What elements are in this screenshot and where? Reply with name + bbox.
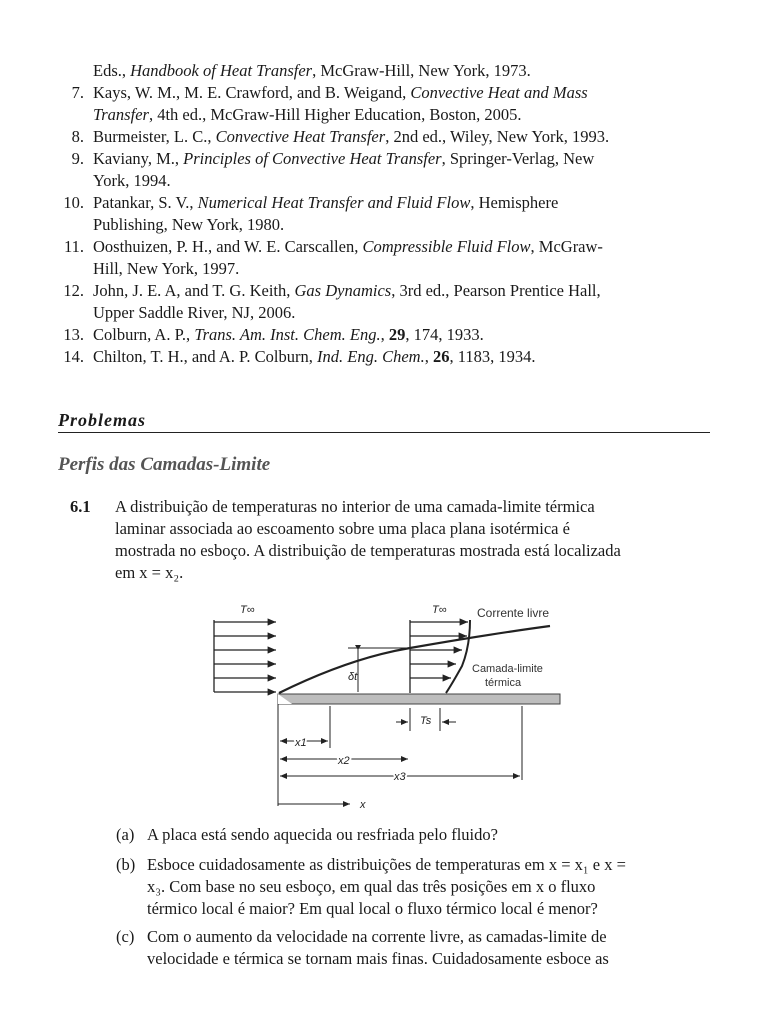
problem-line: em x = x₂. <box>115 563 184 582</box>
t-inf-right-label: T∞ <box>432 604 447 616</box>
question-label: (b) <box>116 855 136 874</box>
boundary-layer-label-1: Camada-limite <box>472 663 543 675</box>
reference-item <box>0 236 720 280</box>
reference-volume: 29 <box>388 325 406 344</box>
reference-segment: Upper Saddle River, NJ, 2006. <box>93 303 296 322</box>
reference-number: 8. <box>71 127 84 146</box>
reference-segment: Chilton, T. H., and A. P. Colburn, <box>93 347 317 366</box>
reference-volume: 26 <box>432 347 450 366</box>
reference-segment: Publishing, New York, 1980. <box>93 215 285 234</box>
reference-segment: , 4th ed., McGraw-Hill Higher Education, Boston, 2005. <box>148 105 522 124</box>
boundary-layer-figure <box>200 596 570 812</box>
reference-line <box>93 126 713 148</box>
reference-line <box>93 148 713 170</box>
question-text <box>147 854 722 920</box>
problem-line: A distribuição de temperaturas no interior de uma camada-limite térmica <box>115 497 595 516</box>
question-text <box>147 926 722 970</box>
reference-line <box>93 324 713 346</box>
x3-label: x3 <box>394 771 406 783</box>
section-title: Problemas <box>58 410 146 430</box>
subsection-title: Perfis das Camadas-Limite <box>58 454 271 475</box>
reference-segment: Colburn, A. P., <box>93 325 195 344</box>
reference-item <box>0 60 720 82</box>
reference-title: Numerical Heat Transfer and Fluid Flow <box>197 193 471 212</box>
reference-text <box>93 324 713 346</box>
reference-title: Trans. Am. Inst. Chem. Eng. <box>194 325 381 344</box>
question-label: (c) <box>116 927 135 946</box>
reference-segment: Burmeister, L. C., <box>93 127 216 146</box>
problem-line: mostrada no esboço. A distribuição de temperaturas mostrada está localizada <box>115 541 621 560</box>
reference-text <box>93 192 713 236</box>
reference-line <box>93 192 713 214</box>
reference-line <box>93 236 713 258</box>
flat-plate <box>278 694 560 704</box>
reference-title: Gas Dynamics <box>294 281 392 300</box>
reference-segment: John, J. E. A, and T. G. Keith, <box>93 281 295 300</box>
reference-line <box>93 170 713 192</box>
reference-text <box>93 236 713 280</box>
reference-title: Convective Heat Transfer <box>215 127 386 146</box>
reference-segment: , Springer-Verlag, New <box>441 149 595 168</box>
reference-line <box>93 346 713 368</box>
reference-segment: , 174, 1933. <box>405 325 484 344</box>
reference-text <box>93 60 713 82</box>
x2-label: x2 <box>338 755 350 767</box>
reference-text <box>93 346 713 368</box>
reference-line <box>93 258 713 280</box>
reference-number: 12. <box>63 281 84 300</box>
question-line: térmico local é maior? Em qual local o fluxo térmico local é menor? <box>147 899 598 918</box>
reference-title: Handbook of Heat Transfer <box>130 61 313 80</box>
delta-label: δt <box>348 671 358 683</box>
reference-item <box>0 82 720 126</box>
reference-segment: Hill, New York, 1997. <box>93 259 240 278</box>
reference-number: 11. <box>63 237 84 256</box>
reference-text <box>93 126 713 148</box>
reference-text <box>93 82 713 126</box>
reference-segment: York, 1994. <box>93 171 171 190</box>
problem-line: laminar associada ao escoamento sobre uma placa plana isotérmica é <box>115 519 570 538</box>
reference-item <box>0 324 720 346</box>
x1-label: x1 <box>295 737 307 749</box>
problem-number: 6.1 <box>70 497 91 516</box>
question-label: (a) <box>116 825 135 844</box>
temperature-profile-x2 <box>446 620 470 693</box>
question-line: x₃. Com base no seu esboço, em qual das três posições em x o fluxo <box>147 877 596 896</box>
question-line: velocidade e térmica se tornam mais finas. Cuidadosamente esboce as <box>147 949 609 968</box>
reference-line <box>93 214 713 236</box>
question-line: A placa está sendo aquecida ou resfriada pelo fluido? <box>147 825 498 844</box>
reference-line <box>93 60 713 82</box>
reference-segment: , Hemisphere <box>470 193 559 212</box>
t-inf-left-label: T∞ <box>240 604 255 616</box>
reference-number: 14. <box>63 347 84 366</box>
reference-item <box>0 126 720 148</box>
reference-item <box>0 280 720 324</box>
reference-number: 13. <box>63 325 84 344</box>
section-divider <box>58 432 710 433</box>
question-line: Com o aumento da velocidade na corrente livre, as camadas-limite de <box>147 927 607 946</box>
reference-title: Transfer <box>93 105 149 124</box>
reference-number: 7. <box>71 83 84 102</box>
reference-segment: Eds., <box>93 61 131 80</box>
reference-segment: Kaviany, M., <box>93 149 184 168</box>
reference-segment: , <box>424 347 433 366</box>
reference-title: Principles of Convective Heat Transfer <box>183 149 442 168</box>
reference-segment: Kays, W. M., M. E. Crawford, and B. Weigand, <box>93 83 411 102</box>
reference-line <box>93 82 713 104</box>
reference-line <box>93 104 713 126</box>
reference-segment: , 1183, 1934. <box>449 347 536 366</box>
reference-text <box>93 148 713 192</box>
reference-segment: , 2nd ed., Wiley, New York, 1993. <box>385 127 610 146</box>
reference-segment: , McGraw- <box>530 237 603 256</box>
reference-segment: , <box>380 325 389 344</box>
reference-title: Compressible Fluid Flow <box>362 237 531 256</box>
reference-segment: Patankar, S. V., <box>93 193 198 212</box>
free-stream-label: Corrente livre <box>477 606 550 620</box>
reference-text <box>93 280 713 324</box>
reference-segment: , 3rd ed., Pearson Prentice Hall, <box>391 281 601 300</box>
reference-line <box>93 302 713 324</box>
reference-segment: , McGraw-Hill, New York, 1973. <box>312 61 531 80</box>
question-text <box>147 824 722 846</box>
reference-number: 10. <box>63 193 84 212</box>
question-line: Esboce cuidadosamente as distribuições de temperaturas em x = x₁ e x = <box>147 855 626 874</box>
reference-item <box>0 346 720 368</box>
ts-label: Ts <box>420 715 432 727</box>
reference-title: Ind. Eng. Chem. <box>317 347 425 366</box>
reference-line <box>93 280 713 302</box>
reference-segment: Oosthuizen, P. H., and W. E. Carscallen, <box>93 237 363 256</box>
reference-number: 9. <box>71 149 84 168</box>
reference-title: Convective Heat and Mass <box>410 83 588 102</box>
reference-item <box>0 192 720 236</box>
problem-text <box>115 496 715 584</box>
x-axis-label: x <box>360 799 366 811</box>
reference-item <box>0 148 720 192</box>
boundary-layer-label-2: térmica <box>485 677 522 689</box>
